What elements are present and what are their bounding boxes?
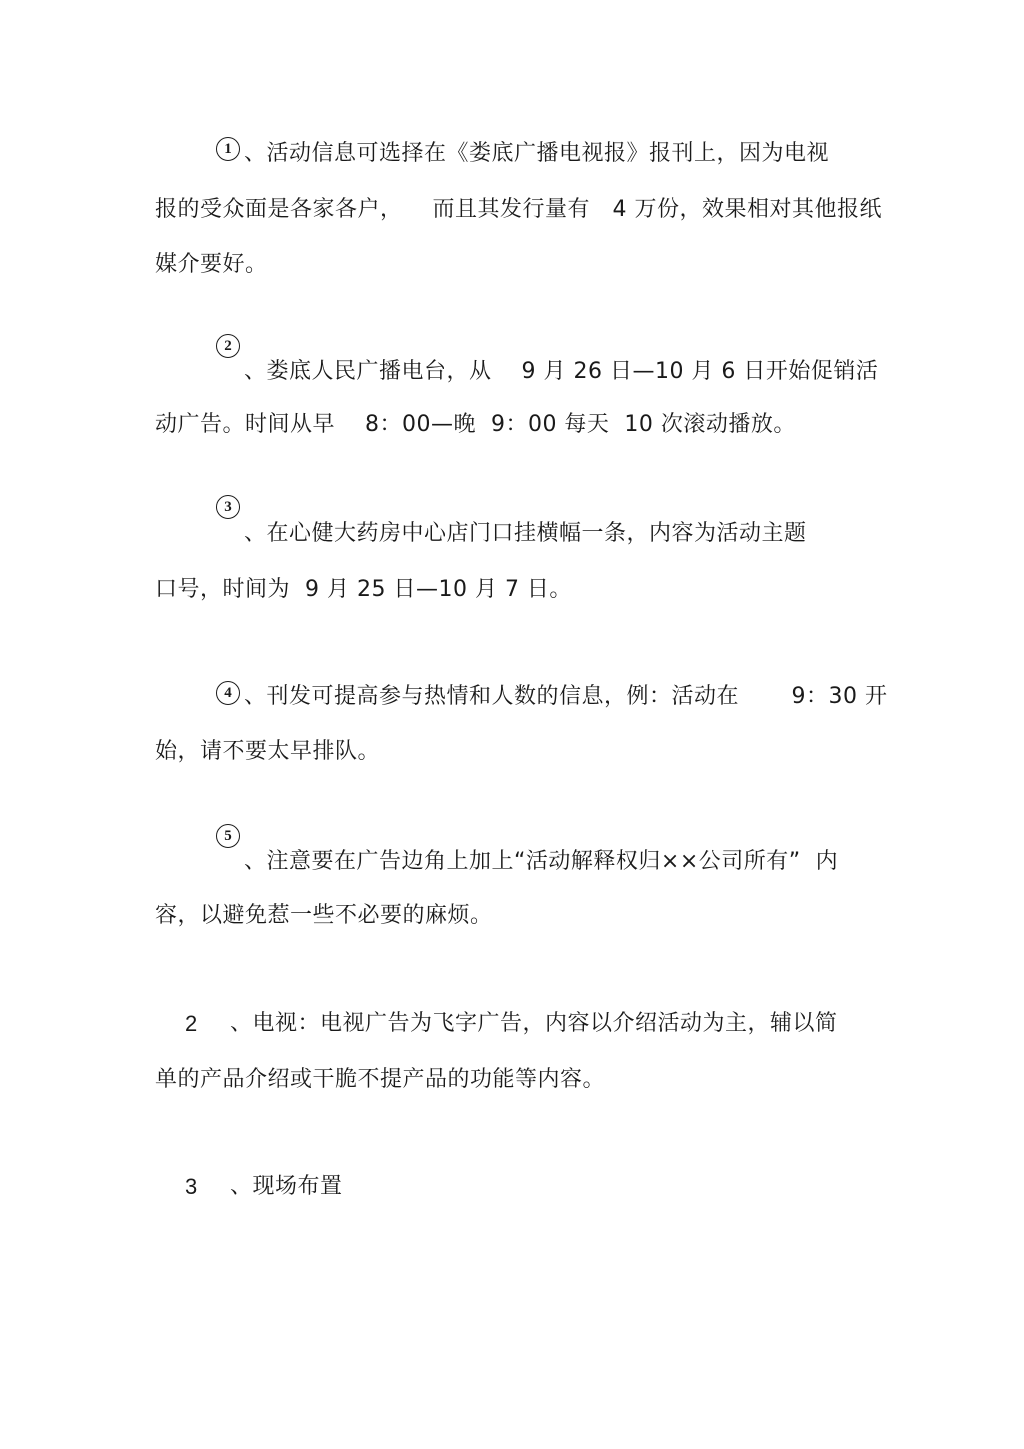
- item-4-line-2: 始，请不要太早排队。: [155, 739, 381, 764]
- item-2-line-2: 动广告。时间从早 8：00—晚 9：00 每天 10 次滚动播放。: [155, 412, 796, 437]
- section-3-line-1: 、现场布置: [230, 1174, 343, 1199]
- item-5-line-2: 容，以避免惹一些不必要的麻烦。: [155, 903, 493, 928]
- circled-number-3: 3: [216, 495, 240, 519]
- circled-number-2: 2: [216, 334, 240, 358]
- section-2-line-1: 、电视：电视广告为飞字广告，内容以介绍活动为主，辅以简: [230, 1011, 838, 1036]
- item-5-line-1: 、注意要在广告边角上加上“活动解释权归××公司所有” 内: [244, 849, 839, 874]
- section-2-line-2: 单的产品介绍或干脆不提产品的功能等内容。: [155, 1067, 606, 1092]
- circled-number-1: 1: [216, 137, 240, 161]
- item-2-line-1: 、娄底人民广播电台，从 9 月 26 日—10 月 6 日开始促销活: [244, 359, 879, 384]
- item-1-line-3: 媒介要好。: [155, 252, 268, 277]
- circled-number-4: 4: [216, 681, 240, 705]
- item-3-line-1: 、在心健大药房中心店门口挂横幅一条，内容为活动主题: [244, 521, 807, 546]
- section-2-number: 2: [185, 1011, 198, 1036]
- item-3-line-2: 口号，时间为 9 月 25 日—10 月 7 日。: [155, 577, 572, 602]
- item-1-line-2: 报的受众面是各家各户， 而且其发行量有 4 万份，效果相对其他报纸: [155, 197, 882, 222]
- item-1-line-1: 、活动信息可选择在《娄底广播电视报》报刊上，因为电视: [244, 141, 830, 166]
- circled-number-5: 5: [216, 824, 240, 848]
- item-4-line-1: 、刊发可提高参与热情和人数的信息，例：活动在 9：30 开: [244, 684, 888, 709]
- section-3-number: 3: [185, 1174, 198, 1199]
